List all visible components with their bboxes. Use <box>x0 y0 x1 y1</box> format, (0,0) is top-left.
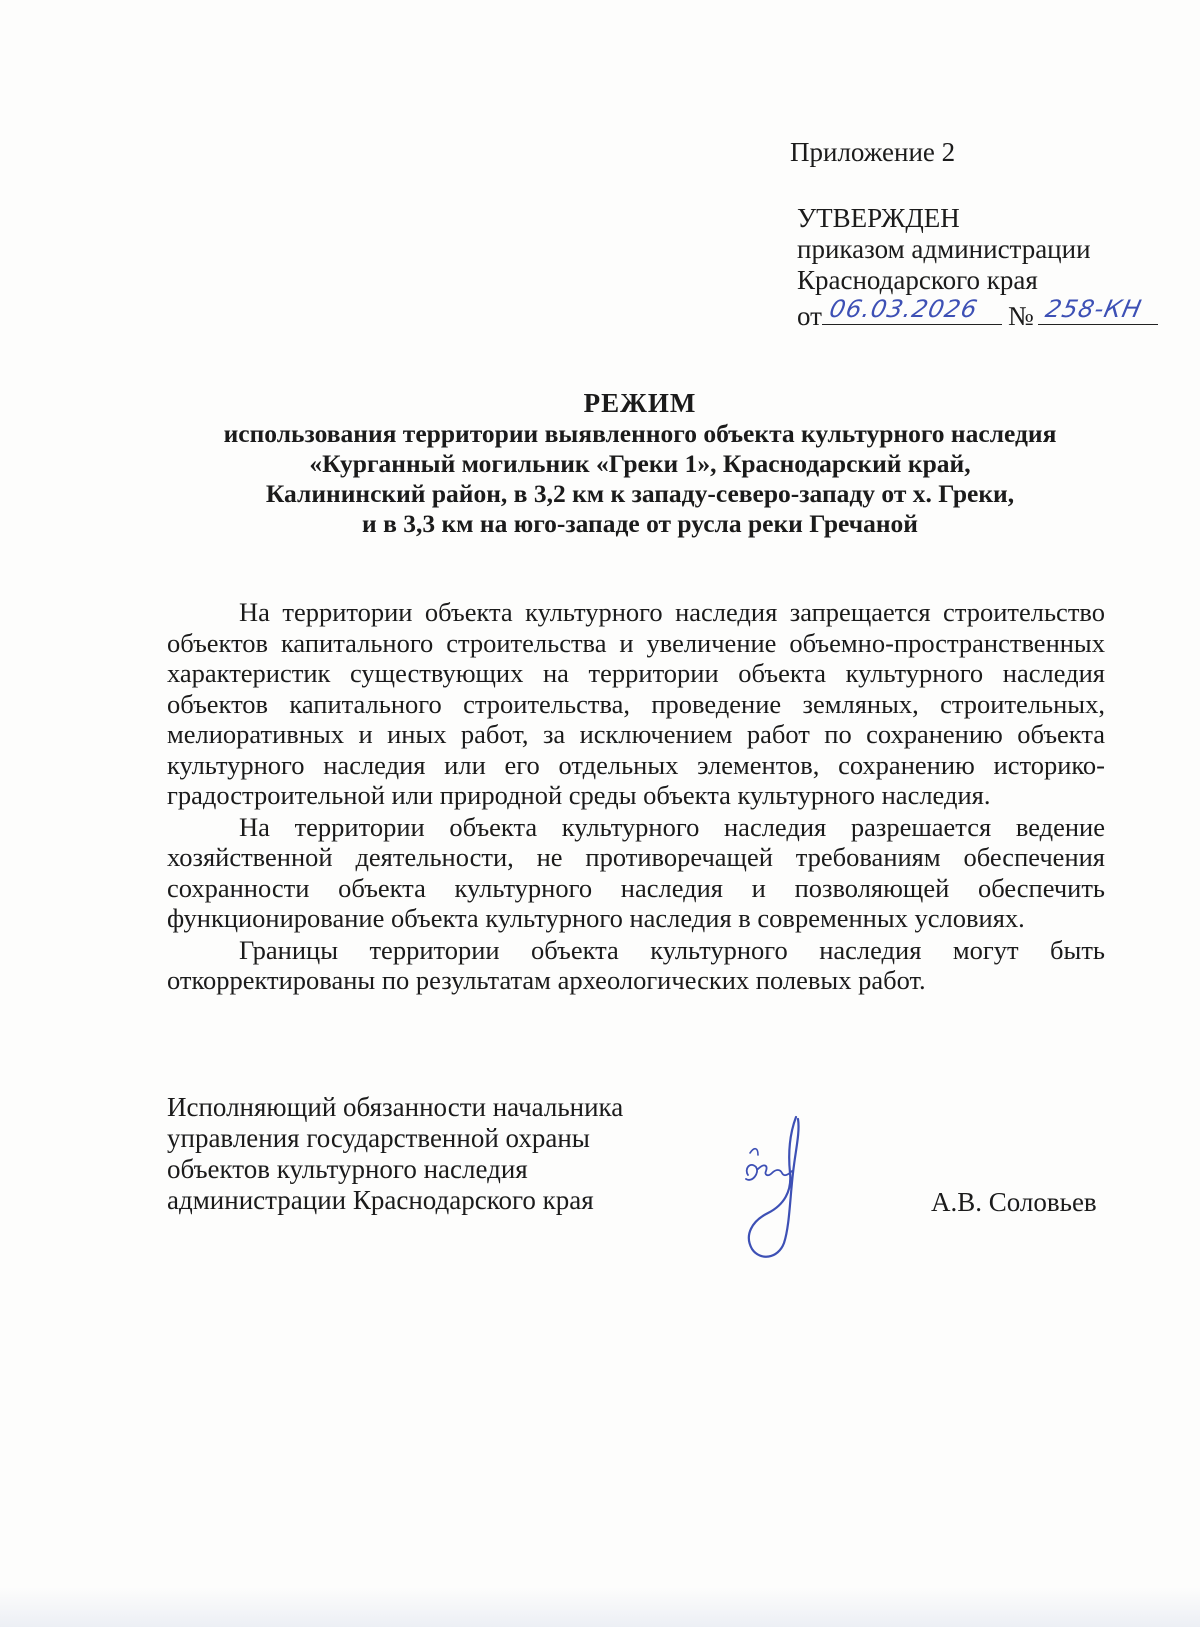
document-title-block <box>130 388 1150 539</box>
document-body <box>167 597 1105 996</box>
appendix-label: Приложение 2 <box>790 137 956 167</box>
approval-stamp-block <box>797 203 1091 296</box>
handwritten-date: 06.03.2026 <box>826 295 981 323</box>
signer-name: А.В. Соловьев <box>931 1187 1097 1217</box>
signatory-line-1: Исполняющий обязанности начальника <box>167 1092 624 1122</box>
approved-heading: УТВЕРЖДЕН <box>797 203 960 233</box>
title-line-4: и в 3,3 км на юго-западе от русла реки Гречаной <box>362 509 918 538</box>
number-prefix: № <box>1007 301 1034 331</box>
title-line-1: использования территории выявленного объекта культурного наследия <box>223 419 1057 448</box>
body-paragraph-1: На территории объекта культурного наследия запрещается строительство объектов капитального строительства и увеличение объемно-пространственных характеристик существующих на территории объекта культурного наследия объектов капитального строительства, проведение земляных, строительных, мелиоративных и иных работ, за исключением работ по сохранению объекта культурного наследия или его отдельных элементов, сохранению историко-градостроительной или природной среды объекта культурного наследия. <box>167 597 1105 810</box>
signatory-position <box>167 1092 623 1216</box>
signatory-line-2: управления государственной охраны <box>167 1123 590 1153</box>
approval-line-2: Краснодарского края <box>797 265 1038 295</box>
body-paragraph-2: На территории объекта культурного наследия разрешается ведение хозяйственной деятельности, не противоречащей требованиям обеспечения сохранности объекта культурного наследия и позволяющей обеспечить функционирование объекта культурного наследия в современных условиях. <box>167 811 1105 933</box>
scan-edge-shade <box>0 1587 1200 1627</box>
date-field <box>822 295 1002 325</box>
body-paragraph-3: Границы территории объекта культурного наследия могут быть откорректированы по результатам археологических полевых работ. <box>167 934 1105 995</box>
date-prefix: от <box>797 301 822 331</box>
title-line-2: «Курганный могильник «Греки 1», Краснодарский край, <box>309 449 971 478</box>
title-line-3: Калининский район, в 3,2 км к западу-северо-западу от х. Греки, <box>265 479 1015 508</box>
number-field <box>1038 295 1158 325</box>
handwritten-signature <box>738 1113 828 1263</box>
signatory-line-4: администрации Краснодарского края <box>167 1185 594 1215</box>
signatory-line-3: объектов культурного наследия <box>167 1154 528 1184</box>
document-title: РЕЖИМ <box>583 388 697 418</box>
handwritten-number: 258-КН <box>1042 295 1145 323</box>
approval-line-1: приказом администрации <box>797 234 1091 264</box>
order-date-number-line <box>797 295 1158 333</box>
